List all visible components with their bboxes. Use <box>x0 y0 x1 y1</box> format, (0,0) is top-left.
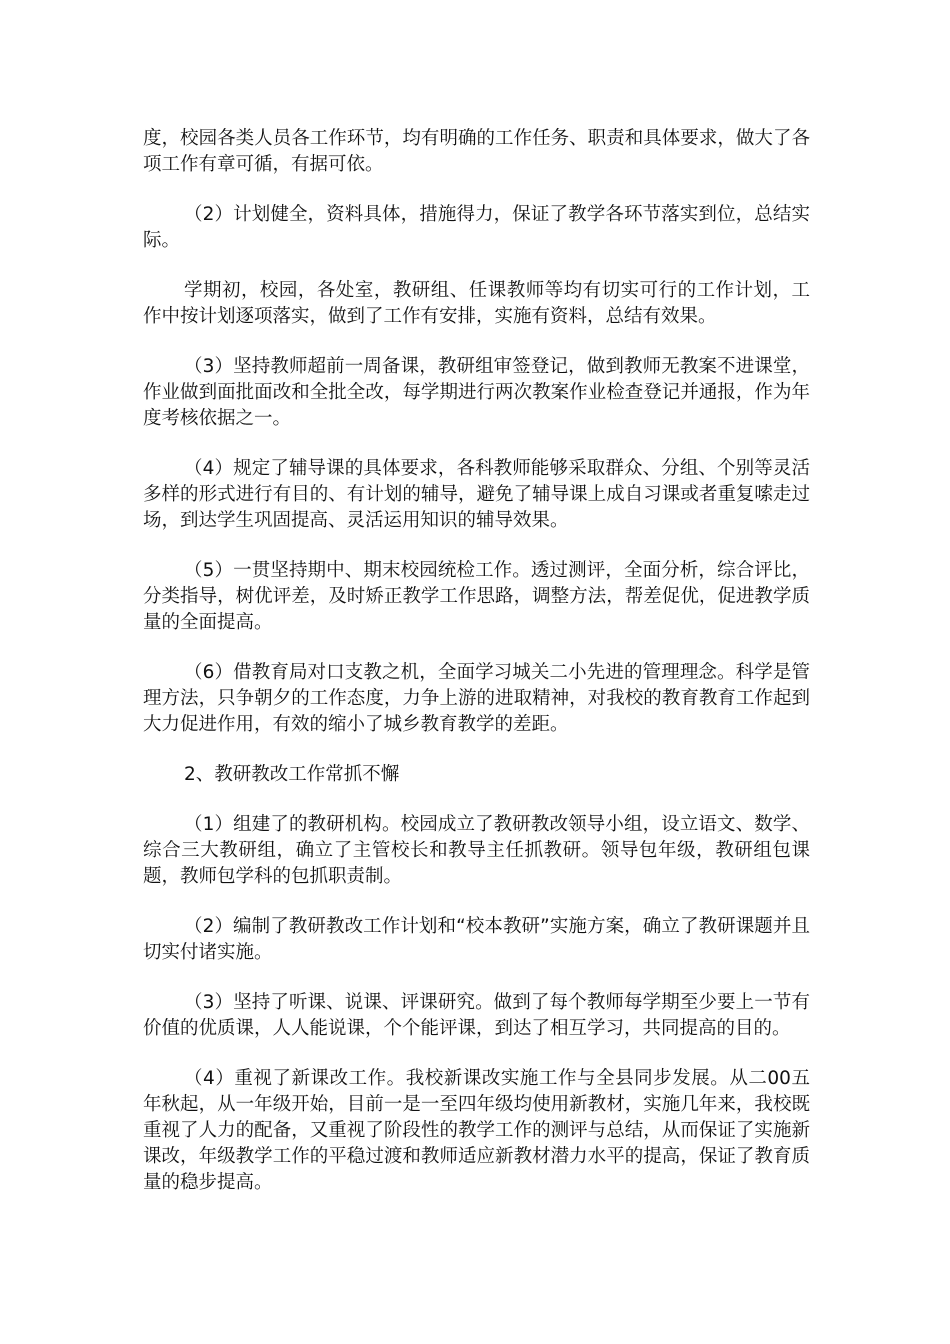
paragraph-research-item-3: （3）坚持了听课、说课、评课研究。做到了每个教师每学期至少要上一节有价值的优质课，人人能说课，个个能评课，到达了相互学习，共同提高的目的。 <box>143 992 810 1039</box>
paragraph-continuation: 度，校园各类人员各工作环节，均有明确的工作任务、职责和具体要求，做大了各项工作有章可循，有据可依。 <box>143 128 810 175</box>
paragraph-item-5-exams: （5）一贯坚持期中、期末校园统检工作。透过测评，全面分析，综合评比，分类指导，树优评差，及时矫正教学工作思路，调整方法，帮差促优，促进教学质量的全面提高。 <box>143 560 810 633</box>
document-page <box>143 122 810 1220</box>
paragraph-item-6-support: （6）借教育局对口支教之机，全面学习城关二小先进的管理理念。科学是管理方法，只争朝夕的工作态度，力争上游的进取精神，对我校的教育教育工作起到大力促进作用，有效的缩小了城乡教育教学的差距。 <box>143 662 810 735</box>
paragraph-item-2-planning: （2）计划健全，资料具体，措施得力，保证了教学各环节落实到位，总结实际。 <box>143 204 810 251</box>
paragraph-item-4-tutoring: （4）规定了辅导课的具体要求，各科教师能够采取群众、分组、个别等灵活多样的形式进行有目的、有计划的辅导，避免了辅导课上成自习课或者重复嗦走过场，到达学生巩固提高、灵活运用知识的辅导效果。 <box>143 458 810 531</box>
paragraph-semester-start: 学期初，校园，各处室，教研组、任课教师等均有切实可行的工作计划，工作中按计划逐项落实，做到了工作有安排，实施有资料，总结有效果。 <box>143 280 810 327</box>
section-heading-research: 2、教研教改工作常抓不懈 <box>184 764 400 785</box>
paragraph-research-item-2: （2）编制了教研教改工作计划和“校本教研”实施方案，确立了教研课题并且切实付诸实施。 <box>143 916 810 963</box>
paragraph-research-item-1: （1）组建了的教研机构。校园成立了教研教改领导小组，设立语文、数学、综合三大教研组，确立了主管校长和教导主任抓教研。领导包年级，教研组包课题，教师包学科的包抓职责制。 <box>143 814 810 887</box>
paragraph-research-item-4: （4）重视了新课改工作。我校新课改实施工作与全县同步发展。从二00五年秋起，从一年级开始，目前一是一至四年级均使用新教材，实施几年来，我校既重视了人力的配备，又重视了阶段性的教学工作的测评与总结，从而保证了实施新课改，年级教学工作的平稳过渡和教师适应新教材潜力水平的提高，保证了教育质量的稳步提高。 <box>143 1068 810 1193</box>
paragraph-item-3-lesson-prep: （3）坚持教师超前一周备课，教研组审签登记，做到教师无教案不进课堂，作业做到面批面改和全批全改，每学期进行两次教案作业检查登记并通报，作为年度考核依据之一。 <box>143 356 810 429</box>
